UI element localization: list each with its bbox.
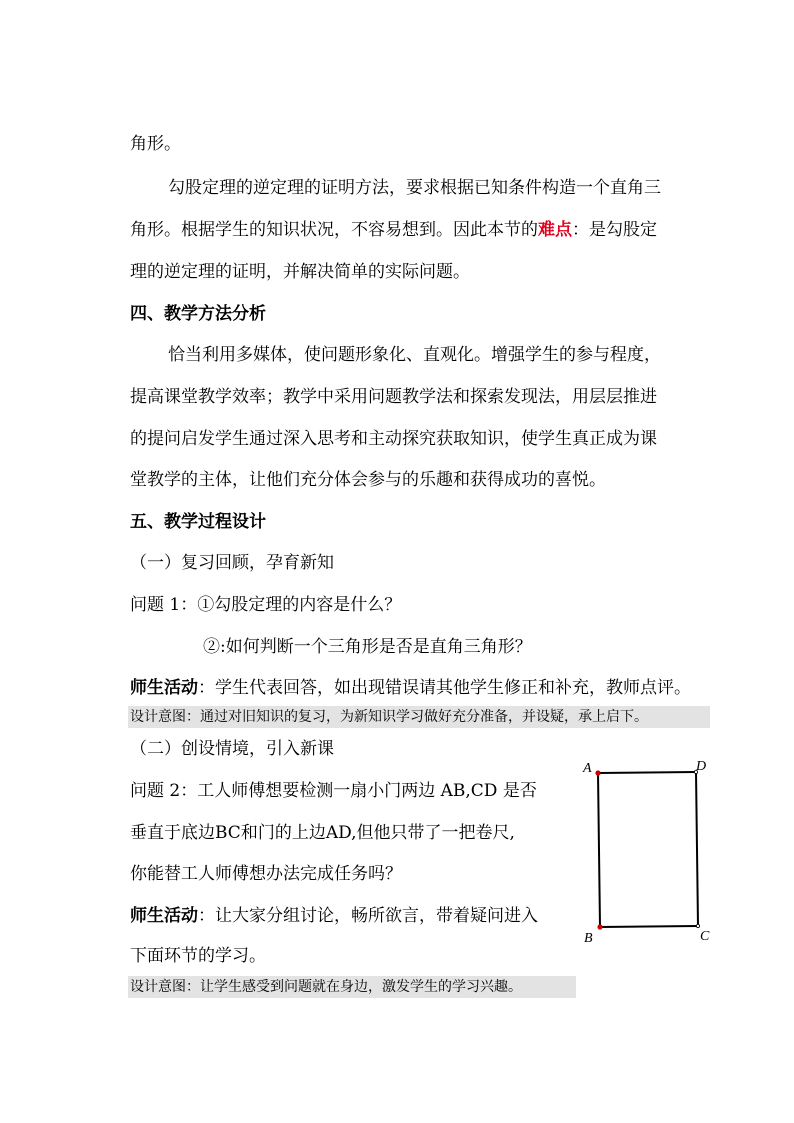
question-line: 问题 1：①勾股定理的内容是什么？ — [130, 595, 402, 615]
edge-dc — [696, 772, 698, 926]
difficulty-keyword: 难点 — [538, 220, 572, 240]
edge-ab — [598, 773, 600, 927]
paragraph-line: 理的逆定理的证明，并解决简单的实际问题。 — [130, 262, 470, 282]
edge-ad — [598, 772, 696, 773]
paragraph-line: 勾股定理的逆定理的证明方法，要求根据已知条件构造一个直角三 — [168, 178, 661, 198]
label-d: D — [696, 759, 707, 774]
activity-label: 师生活动 — [130, 906, 198, 926]
activity-text: ：学生代表回答，如出现错误请其他学生修正和补充，教师点评。 — [198, 678, 691, 698]
label-c: C — [700, 929, 710, 944]
question-line: 垂直于底边BC和门的上边AD,但他只带了一把卷尺, — [130, 823, 515, 843]
activity-line — [130, 905, 538, 927]
paragraph-text: ：是勾股定 — [572, 220, 657, 240]
point-b — [597, 924, 602, 929]
subsection-heading: （一）复习回顾，孕育新知 — [130, 553, 334, 573]
activity-line — [130, 677, 691, 699]
question-line: 你能替工人师傅想办法完成任务吗？ — [130, 864, 402, 884]
point-c — [696, 924, 699, 927]
paragraph-line: 堂教学的主体，让他们充分体会参与的乐趣和获得成功的喜悦。 — [130, 470, 606, 490]
subsection-heading: （二）创设情境，引入新课 — [130, 739, 334, 759]
design-intent-note: 设计意图：让学生感受到问题就在身边，激发学生的学习兴趣。 — [128, 976, 576, 998]
edge-bc — [600, 926, 698, 927]
paragraph-line: 提高课堂教学效率；教学中采用问题教学法和探索发现法，用层层推进 — [130, 387, 657, 407]
paragraph-line: 的提问启发学生通过深入思考和主动探究获取知识，使学生真正成为课 — [130, 429, 657, 449]
section-heading: 五、教学过程设计 — [130, 512, 266, 532]
door-rectangle-figure — [580, 756, 720, 946]
paragraph-end: 角形。 — [130, 134, 181, 154]
activity-label: 师生活动 — [130, 678, 198, 698]
paragraph-line: 恰当利用多媒体，使问题形象化、直观化。增强学生的参与程度， — [168, 345, 661, 365]
section-heading: 四、教学方法分析 — [130, 304, 266, 324]
question-line: 问题 2：工人师傅想要检测一扇小门两边 AB,CD 是否 — [130, 781, 537, 801]
activity-text: ：让大家分组讨论，畅所欲言，带着疑问进入 — [198, 906, 538, 926]
label-a: A — [583, 761, 592, 776]
label-b: B — [584, 931, 593, 946]
paragraph-line — [130, 219, 657, 241]
activity-line: 下面环节的学习。 — [130, 946, 266, 966]
paragraph-text: 角形。根据学生的知识状况，不容易想到。因此本节的 — [130, 220, 538, 240]
point-a — [595, 770, 600, 775]
question-line: ②:如何判断一个三角形是否是直角三角形？ — [203, 637, 532, 657]
design-intent-note: 设计意图：通过对旧知识的复习，为新知识学习做好充分准备，并设疑，承上启下。 — [128, 706, 710, 728]
